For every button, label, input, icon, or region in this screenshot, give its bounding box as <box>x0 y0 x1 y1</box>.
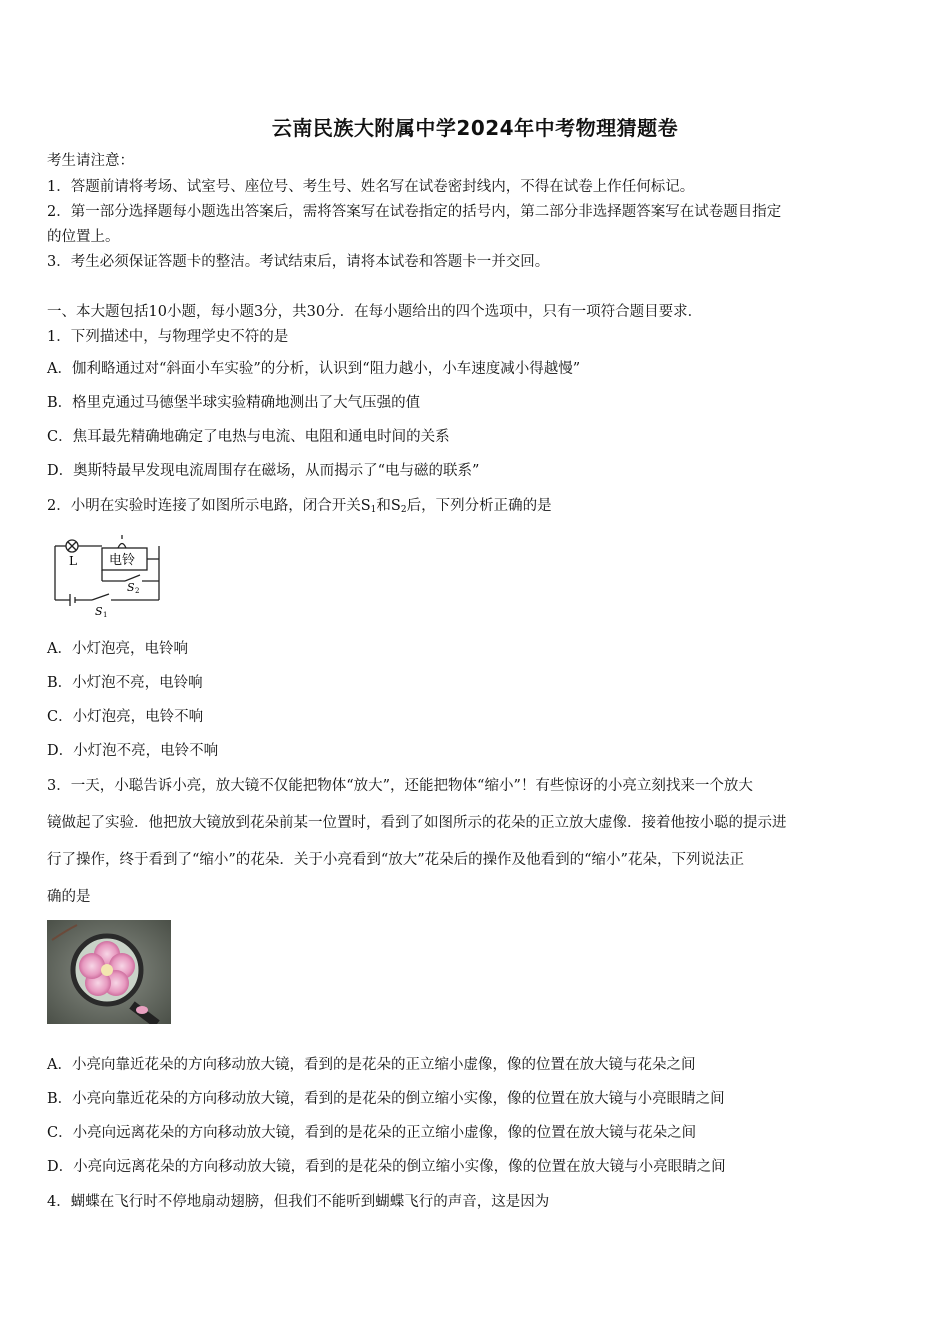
switch-s1 <box>92 594 109 600</box>
question-2-stem: 2．小明在实验时连接了如图所示电路，闭合开关$S_1$和$S_2$后，下列分析正确的是 <box>47 498 552 515</box>
bell-icon <box>118 544 126 549</box>
notice-heading: 考生请注意： <box>47 153 134 169</box>
q2-option-a: A．小灯泡亮，电铃响 <box>47 641 188 657</box>
q3-option-d: D．小亮向远离花朵的方向移动放大镜，看到的是花朵的倒立缩小实像，像的位置在放大镜与小亮眼睛之间 <box>47 1159 726 1175</box>
q3-option-a: A．小亮向靠近花朵的方向移动放大镜，看到的是花朵的正立缩小虚像，像的位置在放大镜与花朵之间 <box>47 1057 696 1073</box>
switch1-sub: 1 <box>103 611 108 619</box>
notice-item: 2．第一部分选择题每小题选出答案后，需将答案写在试卷指定的括号内，第二部分非选择题答案写在试卷题目指定 <box>47 204 782 220</box>
q2-option-b: B．小灯泡不亮，电铃响 <box>47 675 203 691</box>
q3-option-b: B．小亮向靠近花朵的方向移动放大镜，看到的是花朵的倒立缩小实像，像的位置在放大镜与小亮眼睛之间 <box>47 1091 725 1107</box>
notice-item: 3．考生必须保证答题卡的整洁。考试结束后，请将本试卷和答题卡一并交回。 <box>47 254 550 270</box>
question-4-stem: 4．蝴蝶在飞行时不停地扇动翅膀，但我们不能听到蝴蝶飞行的声音，这是因为 <box>47 1194 550 1210</box>
question-3-stem: 行了操作，终于看到了“缩小”的花朵．关于小亮看到“放大”花朵后的操作及他看到的“缩小”花朵，下列说法正 <box>47 852 744 868</box>
q2-option-d: D．小灯泡不亮，电铃不响 <box>47 743 219 759</box>
lamp-label: L <box>69 554 77 568</box>
q3-option-c: C．小亮向远离花朵的方向移动放大镜，看到的是花朵的正立缩小虚像，像的位置在放大镜与花朵之间 <box>47 1125 697 1141</box>
q2-option-c: C．小灯泡亮，电铃不响 <box>47 709 204 725</box>
notice-item: 的位置上。 <box>47 229 120 245</box>
section-heading: 一、本大题包括10小题，每小题3分，共30分．在每小题给出的四个选项中，只有一项符合题目要求． <box>47 304 703 320</box>
q1-option-d: D．奥斯特最早发现电流周围存在磁场，从而揭示了“电与磁的联系” <box>47 463 480 479</box>
question-3-stem: 镜做起了实验．他把放大镜放到花朵前某一位置时，看到了如图所示的花朵的正立放大虚像．接着他按小聪的提示进 <box>47 815 787 831</box>
circuit-diagram <box>47 535 167 620</box>
switch2-sub: 2 <box>135 587 140 595</box>
q1-option-b: B．格里克通过马德堡半球实验精确地测出了大气压强的值 <box>47 395 421 411</box>
question-1-stem: 1．下列描述中，与物理学史不符的是 <box>47 329 289 345</box>
bell-label: 电铃 <box>109 553 136 568</box>
magnifier-flower-photo <box>47 920 171 1024</box>
switch2-label: S <box>127 581 135 594</box>
q1-option-c: C．焦耳最先精确地确定了电热与电流、电阻和通电时间的关系 <box>47 429 450 445</box>
q1-option-a: A．伽利略通过对“斜面小车实验”的分析，认识到“阻力越小，小车速度减小得越慢” <box>47 361 581 377</box>
switch1-label: S <box>95 605 103 618</box>
question-3-stem: 3．一天，小聪告诉小亮，放大镜不仅能把物体“放大”，还能把物体“缩小”！有些惊讶的小亮立刻找来一个放大 <box>47 778 753 794</box>
exam-title: 云南民族大附属中学2024年中考物理猜题卷 <box>271 116 679 140</box>
notice-item: 1．答题前请将考场、试室号、座位号、考生号、姓名写在试卷密封线内，不得在试卷上作任何标记。 <box>47 179 695 195</box>
question-3-stem: 确的是 <box>47 889 91 905</box>
